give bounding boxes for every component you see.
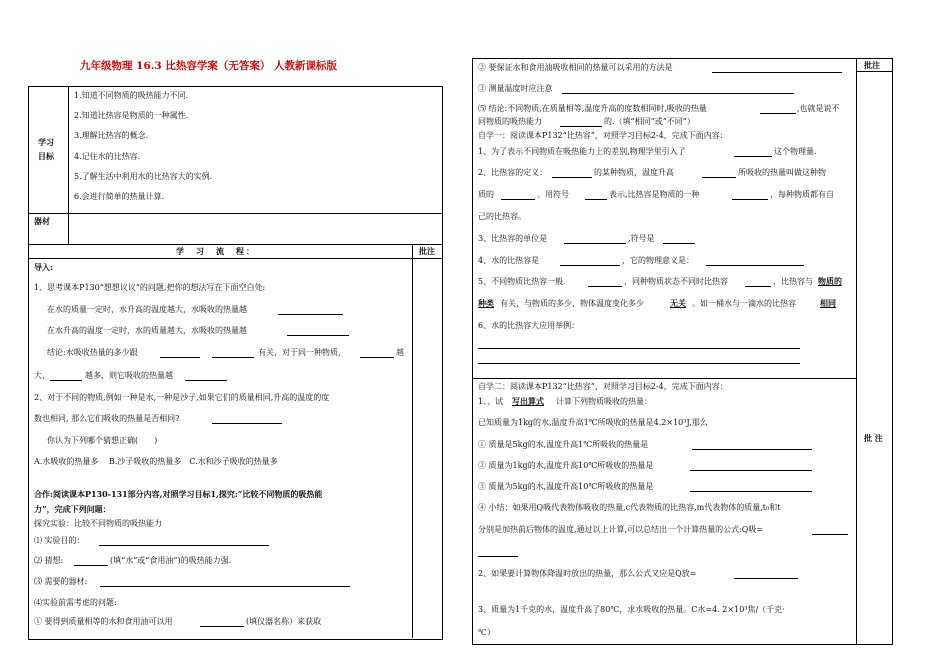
experiment-step: ③ 测量温度时应注意 (478, 84, 553, 93)
conclusion: 同物质的吸热能力 (478, 117, 542, 126)
question-1: 1、思考课本P130“想想议议”的问题,把你的想法写在下面空白处: (34, 283, 266, 292)
calc-given: 已知质量为1kg的水,温度升高1℃所吸收的热量是4.2×10³J,那么 (478, 418, 708, 427)
self-study-2: 自学二：阅读课本P132“比热容”，对照学习目标2-4，完成下面内容： (478, 382, 728, 391)
self-study-item: 表示,比热容是物质的一种 (609, 190, 700, 199)
conclusion: ,也就是说不 (797, 104, 840, 113)
note-header: 批注 (419, 246, 435, 256)
self-study-item: 5、不同物质比热容一般 (478, 277, 564, 286)
cooperation-heading: 合作:阅读课本P130-131部分内容,对照学习目标1,探究:“比较不同物质的吸热能 (34, 489, 323, 499)
note-header: 批 注 (864, 433, 883, 443)
calc-question: ℃） (478, 628, 495, 637)
self-study-item: 2、比热容的定义： (478, 168, 548, 177)
calc-summary: 分别是加热前后物体的温度,通过以上计算,可以总结出一个计算热量的公式:Q吸= (478, 525, 764, 534)
self-study-item: 。如一桶水与一滴水的比热容 (692, 299, 796, 308)
experiment-step: ⑵ 猜想: (34, 556, 64, 565)
fill-sentence: 在水的质量一定时，水升高的温度越大，水吸收的热量越 (47, 305, 247, 314)
question-2: 2、对于不同的物质,例如一种是水,一种是沙子,如果它们的质量相同,升高的温度的度 (34, 393, 330, 402)
answer-text: 写出算式 (512, 396, 544, 406)
goal-item: 4.记住水的比热容. (74, 152, 141, 161)
self-study-item: ,符号是 (628, 234, 655, 243)
self-study-item: 6、水的比热容大应用举例： (478, 321, 580, 330)
guess-prompt: 你认为下列哪个猜想正确( ) (47, 436, 158, 445)
left-table (28, 86, 443, 640)
self-study-item: 所吸收的热量叫做这种物 (738, 168, 826, 177)
flow-header: 学 习 流 程： (176, 246, 256, 256)
answer-options: A.水吸收的热量多 B.沙子吸收的热量多 C.水和沙子吸收的热量多 (34, 457, 278, 466)
experiment-step: ⑷实验前需考虑的问题: (34, 598, 117, 607)
fill-sentence: 越多，则它吸收的热量越 (85, 371, 173, 380)
experiment-step: ⑴ 实验目的： (34, 536, 85, 545)
calc-item: ③ 质量为5kg的水,温度升高10℃所吸收的热量是 (478, 482, 654, 491)
goals-label: 学习 (38, 137, 54, 147)
experiment-step: (填“水”或“食用油”)的吸热能力强. (110, 556, 232, 565)
fill-sentence: 在水升高的温度一定时，水的质量越大，水吸收的热量越 (47, 326, 247, 335)
experiment-step: ① 要得到质量相等的水和食用油可以用 (34, 617, 173, 626)
self-study-item: 有关，与物质的多少，物体温度变化多少 (500, 299, 644, 308)
experiment-step: ② 要保证水和食用油吸收相同的热量可以采用的方法是 (478, 63, 673, 72)
intro-label: 导入: (34, 262, 53, 272)
goal-item: 5.了解生活中利用水的比热容大的实例. (74, 172, 213, 181)
answer-text: 无关 (670, 298, 686, 308)
self-study-item: 这个物理量. (774, 147, 817, 156)
calc-summary: ④ 小结：如果用Q吸代表物体吸收的热量,c代表物质的比热容,m代表物体的质量,t₀和t (478, 503, 781, 512)
page-title: 九年级物理 16.3 比热容学案（无答案） 人教新课标版 (80, 60, 338, 72)
self-study-item: 4、水的比热容是 (478, 256, 540, 265)
self-study-item: ，比热容与 (773, 277, 813, 286)
answer-text: 种类 (478, 298, 494, 308)
goal-item: 3.理解比热容的概念. (74, 131, 149, 140)
experiment-step: ⑶ 需要的器材: (34, 577, 88, 586)
conclusion: 的.（填“相同”或“不同”） (604, 117, 695, 126)
self-study-item: 己的比热容。 (478, 212, 526, 221)
cooperation-heading: 力”，完成下列问题： (34, 504, 111, 514)
self-study-item: ，同种物质状态不同时比热容 (624, 277, 728, 286)
conclusion: ⑸ 结论:不同物质,在质量相等,温度升高的度数相同时,吸收的热量 (478, 104, 707, 113)
answer-text: 相同 (820, 298, 836, 308)
note-header: 批注 (864, 60, 880, 70)
self-study-item: ，每种物质都有自 (770, 190, 834, 199)
self-study-item: 质的 (478, 190, 494, 199)
goals-label: 目标 (38, 151, 54, 161)
goal-item: 2.知道比热容是物质的一种属性. (74, 111, 189, 120)
calc-intro: 计算下列物质吸收的热量： (556, 397, 652, 406)
goal-item: 1.知道不同物质的吸热能力不同. (74, 91, 189, 100)
fill-sentence: 结论:水吸收热量的多少跟 (47, 348, 138, 357)
self-study-item: 的某种物质，温度升高 (594, 168, 674, 177)
calc-intro: 1、、试 (478, 397, 504, 406)
answer-text: 物质的 (818, 276, 842, 286)
self-study-item: ，它的物理意义是： (622, 256, 694, 265)
self-study-1: 自学一：阅读课本P132“比热容”，对照学习目标2-4，完成下面内容： (478, 131, 728, 140)
goal-item: 6.会进行简单的热量计算. (74, 192, 165, 201)
experiment-title: 探究实验：比较不同物质的吸热能力 (34, 519, 162, 528)
self-study-item: 1、为了表示不同物质在吸热能力上的差别,物理学里引入了 (478, 147, 686, 156)
calc-question: 3、质量为1千克的水，温度升高了80℃，求水吸收的热量。C水=4. 2×10³焦/（千克· (478, 605, 785, 614)
calc-item: ② 质量为1kg的水,温度升高10℃所吸收的热量是 (478, 461, 654, 470)
fill-sentence: 越 (396, 348, 404, 357)
self-study-item: 3、比热容的单位是 (478, 234, 548, 243)
fill-sentence: 有关，对于同一种物质， (258, 348, 346, 357)
fill-sentence: 大， (34, 371, 50, 380)
question-2: 数也相同, 那么它们吸收的热量是否相同? (34, 414, 180, 423)
self-study-item: 。用符号 (537, 190, 569, 199)
equipment-label: 器材 (34, 216, 50, 226)
calc-question: 2、如果要计算物体降温时放出的热量，那么公式又应是Q放= (478, 569, 697, 578)
calc-item: ① 质量是5kg的水,温度升高1℃所吸收的热量是 (478, 440, 649, 449)
experiment-step: (填仪器名称）来获取 (246, 617, 322, 626)
